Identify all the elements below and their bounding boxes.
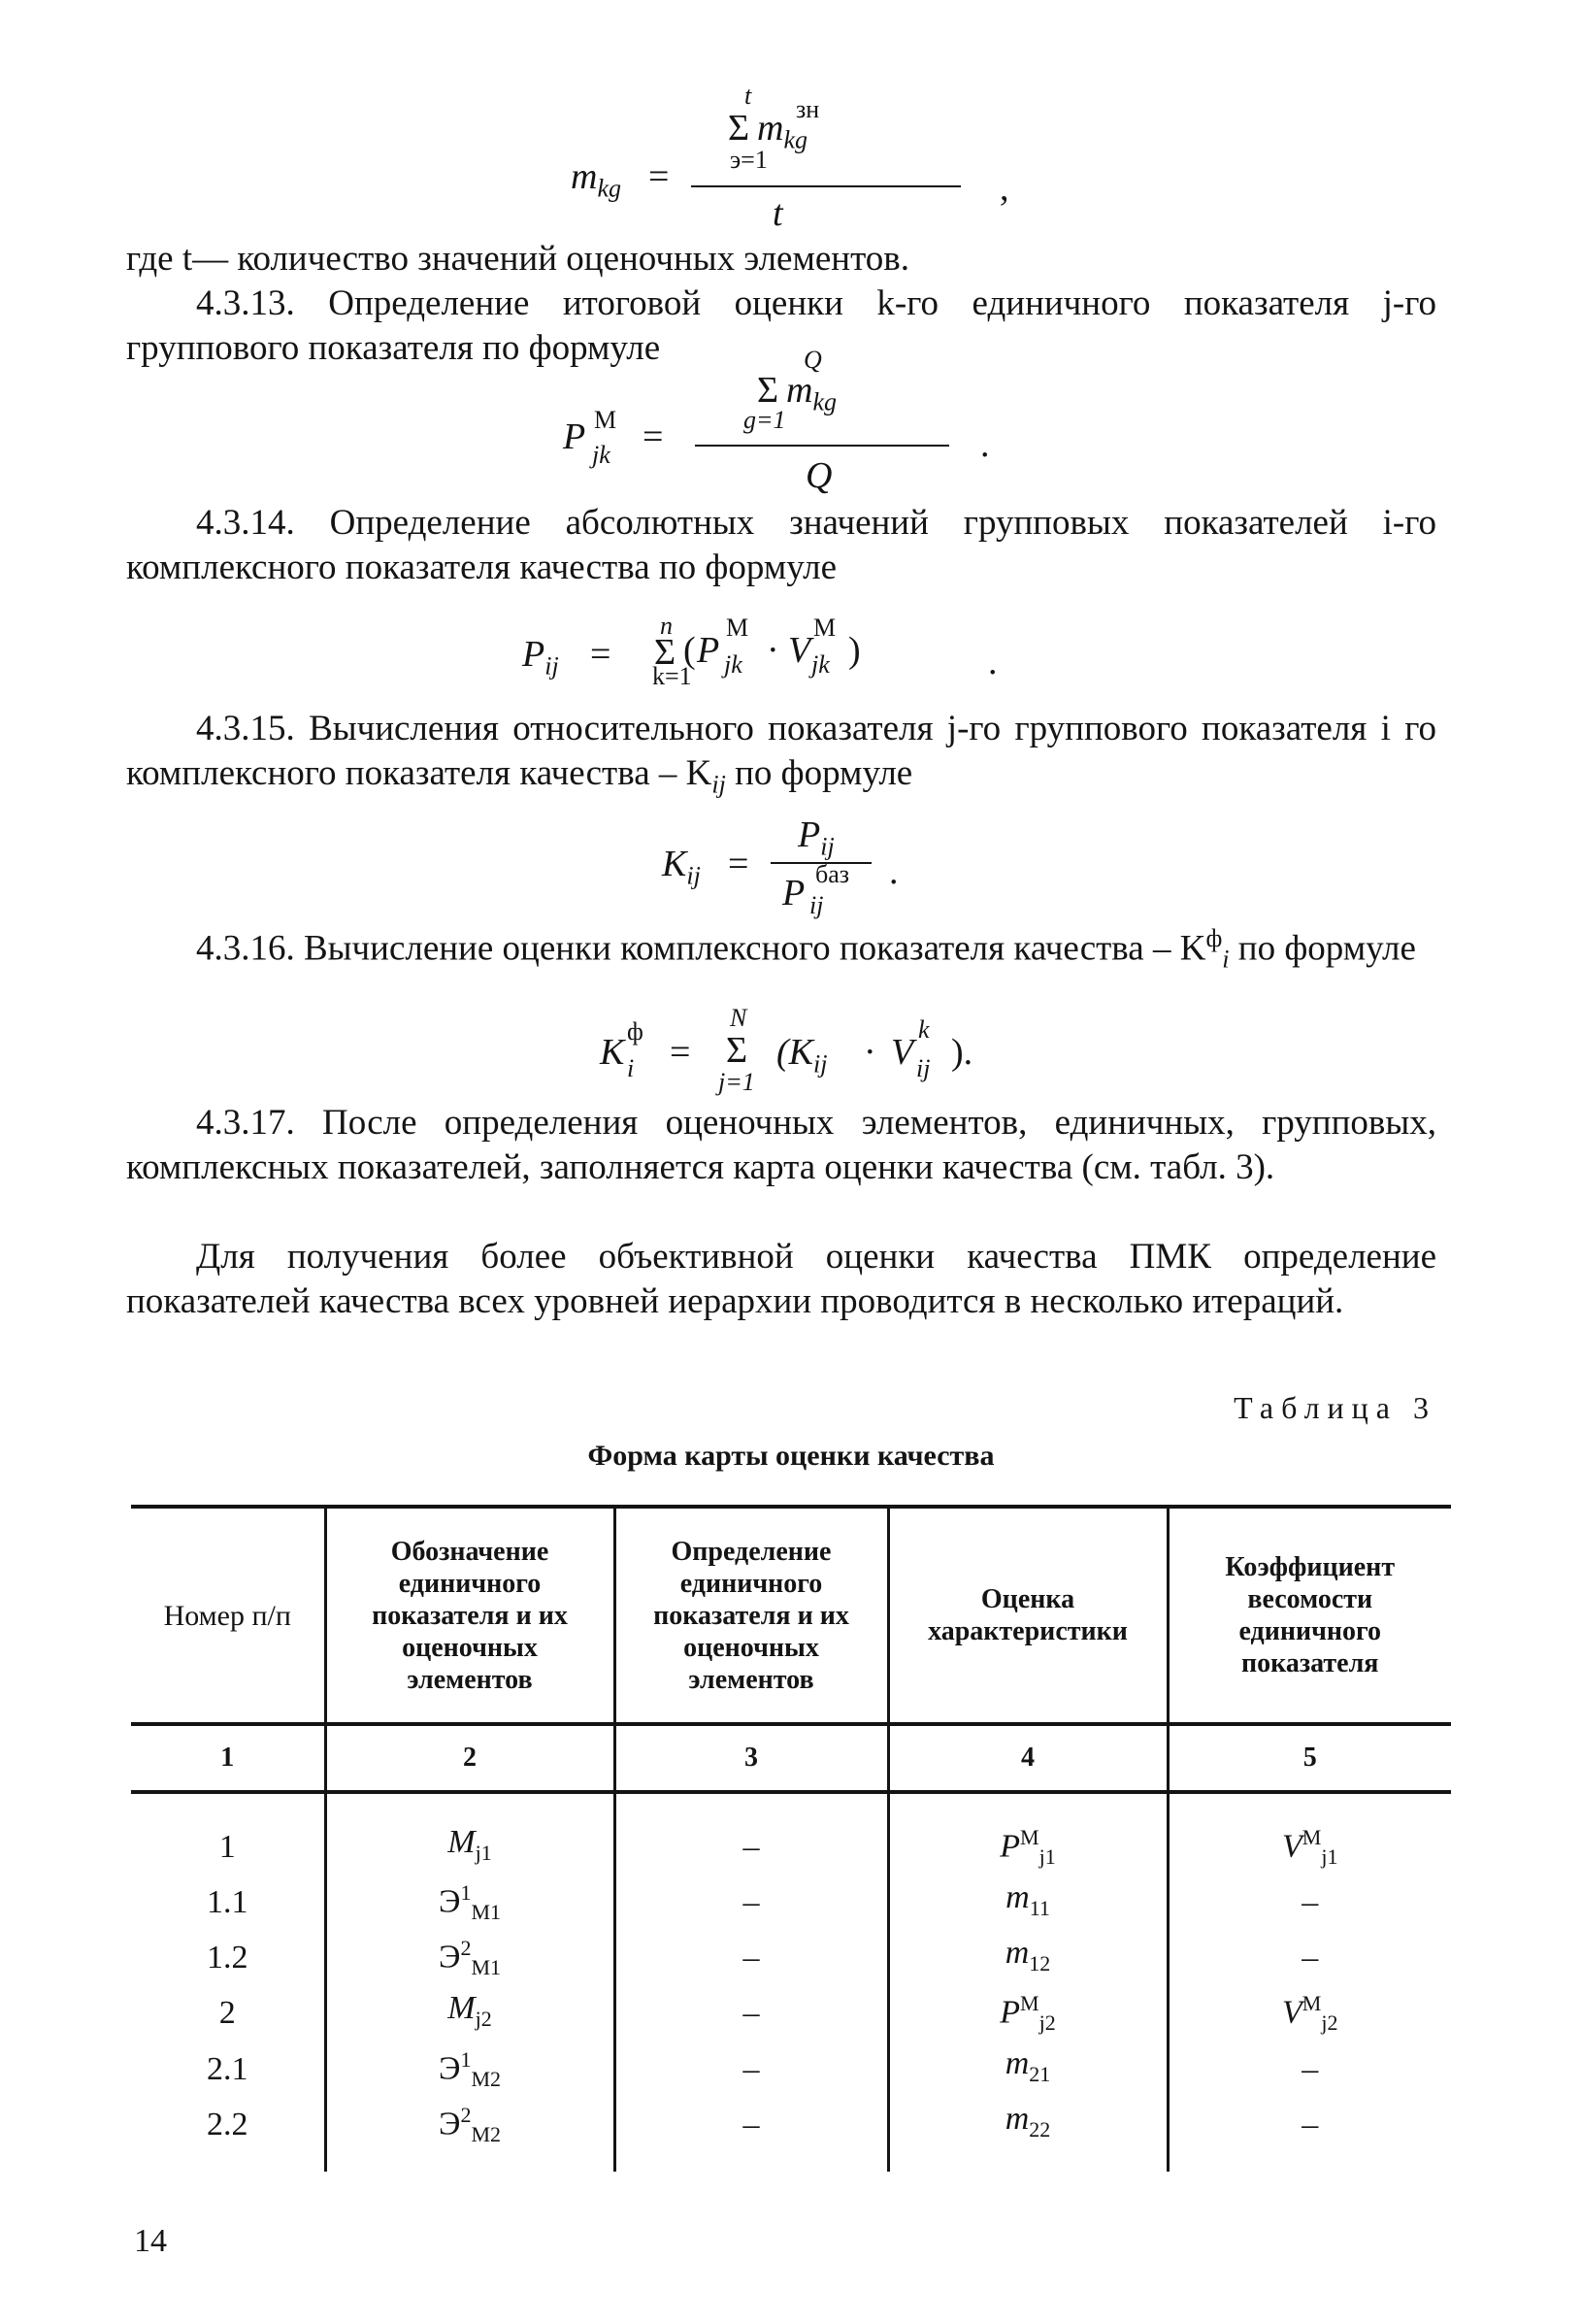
row-number: 1.1 [207,1884,248,1921]
table-row [131,1930,1451,1985]
table-row [131,2042,1451,2097]
header-designation: Обозначение единичного показателя и их оценочных элементов [325,1507,614,1724]
row-weight: – [1168,2097,1451,2172]
col-number: 5 [1168,1724,1451,1792]
header-evaluation: Оценка характеристики [888,1507,1168,1724]
row-definition: – [614,2097,888,2172]
col-number: 1 [131,1724,325,1792]
row-designation: $M_{j2}$ [325,1985,614,2041]
row-number: 2.1 [207,2050,248,2087]
row-designation: $Э^1_{М2}$ [325,2042,614,2097]
document-page: $m_{kg}$ = t Σ $m_{kg}$ зн э=1 t , где t— количество значений оценочных элементов. 4.3.13. Определение итоговой оценки k-го единичного показателя j-го группового показателя по формуле P М jk = Q Σ $m_{kg}$ g=1 Q . 4.3.14. Определение абсолютных значений групповых показателей i-го комплексного показателя качества по формуле $P_{ij}$ = n Σ k=1 ( P М jk · V М jk ) . 4.3.15. Вычисления относительного показателя j-го группового показателя i го комплексного показателя качества – $K_{ij}$ по формуле $K_{ij}$ = $P_{ij}$ P баз ij . 4.3.16. Вычисление оценки комплексного показателя качества – $K^ф_i$ по формуле K ф i = N Σ j=1 ($K_{ij}$ · V k ij ). 4.3.17. После определения оценочных элементов, единичных, групповых, комплексных показателей, заполняется карта оценки качества (см. табл. 3). Для получения более объективной оценки качества ПМК определение показателей качества всех уровней иерархии проводится в несколько итераций. Таблица 3 Форма карты оценки качества Номер п/п Обозначение единичного показателя и их оценочных элементов Определение единичного показателя и их оценочных элементов Оценка характеристики Коэффициент весомости единичного показателя 1 2 3 4 5 1 $M_{j1}$ – $P^М_{j1}$ $V^М_{j1}$ 1.1 $Э^1_{М1}$ – $m_{11}$ – 1.2 $Э^2_{М1}$ – $m_{12}$ – 2 $M_{j2}$ – $P^М_{j2}$ $V^М_{j2}$ 2.1 $Э^1_{М2}$ – $m_{21}$ – 2.2 $Э^2_{М2}$ – $m_{22}$ – 14 [0,0,1582,2324]
table-row [131,1985,1451,2041]
row-definition: – [614,1875,888,1930]
row-weight: – [1168,1930,1451,1985]
formula1-lhs: $m_{kg}$ [571,156,621,203]
quality-card-table [131,1505,1451,2172]
formula2-fraction-bar [695,445,949,447]
formula1-sum-upper: t [744,82,752,110]
row-evaluation: $m_{11}$ [888,1875,1168,1930]
formula1-fraction-bar [691,185,961,187]
formula2-term: $m_{kg}$ [786,370,837,416]
row-definition: – [614,1985,888,2041]
col-number: 3 [614,1724,888,1792]
header-weight: Коэффициент весомости единичного показателя [1168,1507,1451,1724]
table-body [131,1792,1451,2172]
table-row [131,1792,1451,1875]
row-evaluation: $P^М_{j1}$ [888,1792,1168,1875]
row-definition: – [614,2042,888,2097]
paragraph-4-3-13: 4.3.13. Определение итоговой оценки k-го единичного показателя j-го группового показателя по формуле [126,283,1436,368]
row-number: 1.2 [207,1940,248,1976]
where-line: где t— количество значений оценочных элементов. [126,239,910,279]
row-designation: $Э^1_{М1}$ [325,1875,614,1930]
formula1-denominator: t [773,193,783,234]
row-weight: – [1168,2042,1451,2097]
paragraph-objective: Для получения более объективной оценки качества ПМК определение показателей качества всех уровней иерархии проводится в несколько итераций. [126,1237,1436,1321]
table-number-row [131,1724,1451,1792]
paragraph-4-3-17: 4.3.17. После определения оценочных элементов, единичных, групповых, комплексных показателей, заполняется карта оценки качества (см. табл. 3). [126,1103,1436,1187]
row-number: 2.2 [207,2106,248,2142]
row-evaluation: $m_{12}$ [888,1930,1168,1985]
paragraph-4-3-16: 4.3.16. Вычисление оценки комплексного показателя качества – $K^ф_i$ по формуле [196,924,1416,974]
header-number: Номер п/п [131,1507,325,1724]
row-evaluation: $m_{22}$ [888,2097,1168,2172]
paragraph-4-3-15: 4.3.15. Вычисления относительного показателя j-го группового показателя i го комплексного показателя качества – $K_{ij}$ по формуле [126,709,1436,799]
formula1-sum-lower: э=1 [730,146,768,174]
row-number: 1 [218,1829,236,1866]
row-number: 2 [218,1995,236,2032]
row-evaluation: $P^М_{j2}$ [888,1985,1168,2041]
row-designation: $Э^2_{М1}$ [325,1930,614,1985]
table-title: Форма карты оценки качества [587,1440,995,1472]
page-number: 14 [134,2223,167,2259]
row-definition: – [614,1930,888,1985]
header-definition: Определение единичного показателя и их оценочных элементов [614,1507,888,1724]
formula5-kij: ($K_{ij}$ [776,1032,828,1079]
formula3-lhs: $P_{ij}$ [522,634,559,681]
formula4-lhs: $K_{ij}$ [662,844,701,890]
col-number: 4 [888,1724,1168,1792]
row-definition: – [614,1792,888,1875]
row-designation: $Э^2_{М2}$ [325,2097,614,2172]
table-header-row [131,1507,1451,1724]
row-evaluation: $m_{21}$ [888,2042,1168,2097]
formula4-numerator: $P_{ij}$ [798,814,835,861]
formula1-term: $m_{kg}$ [757,108,807,154]
paragraph-4-3-14: 4.3.14. Определение абсолютных значений групповых показателей i-го комплексного показателя качества по формуле [126,503,1436,587]
row-weight: $V^М_{j2}$ [1168,1985,1451,2041]
formula2-lhs: P [563,416,586,457]
formula1-term-sup: зн [796,95,820,123]
table-caption: Таблица 3 [1234,1390,1436,1425]
col-number: 2 [325,1724,614,1792]
table-row [131,1875,1451,1930]
row-weight: – [1168,1875,1451,1930]
table-row [131,2097,1451,2172]
row-designation: $M_{j1}$ [325,1792,614,1875]
formula1-sum-sign: Σ [728,108,750,149]
row-weight: $V^М_{j1}$ [1168,1792,1451,1875]
